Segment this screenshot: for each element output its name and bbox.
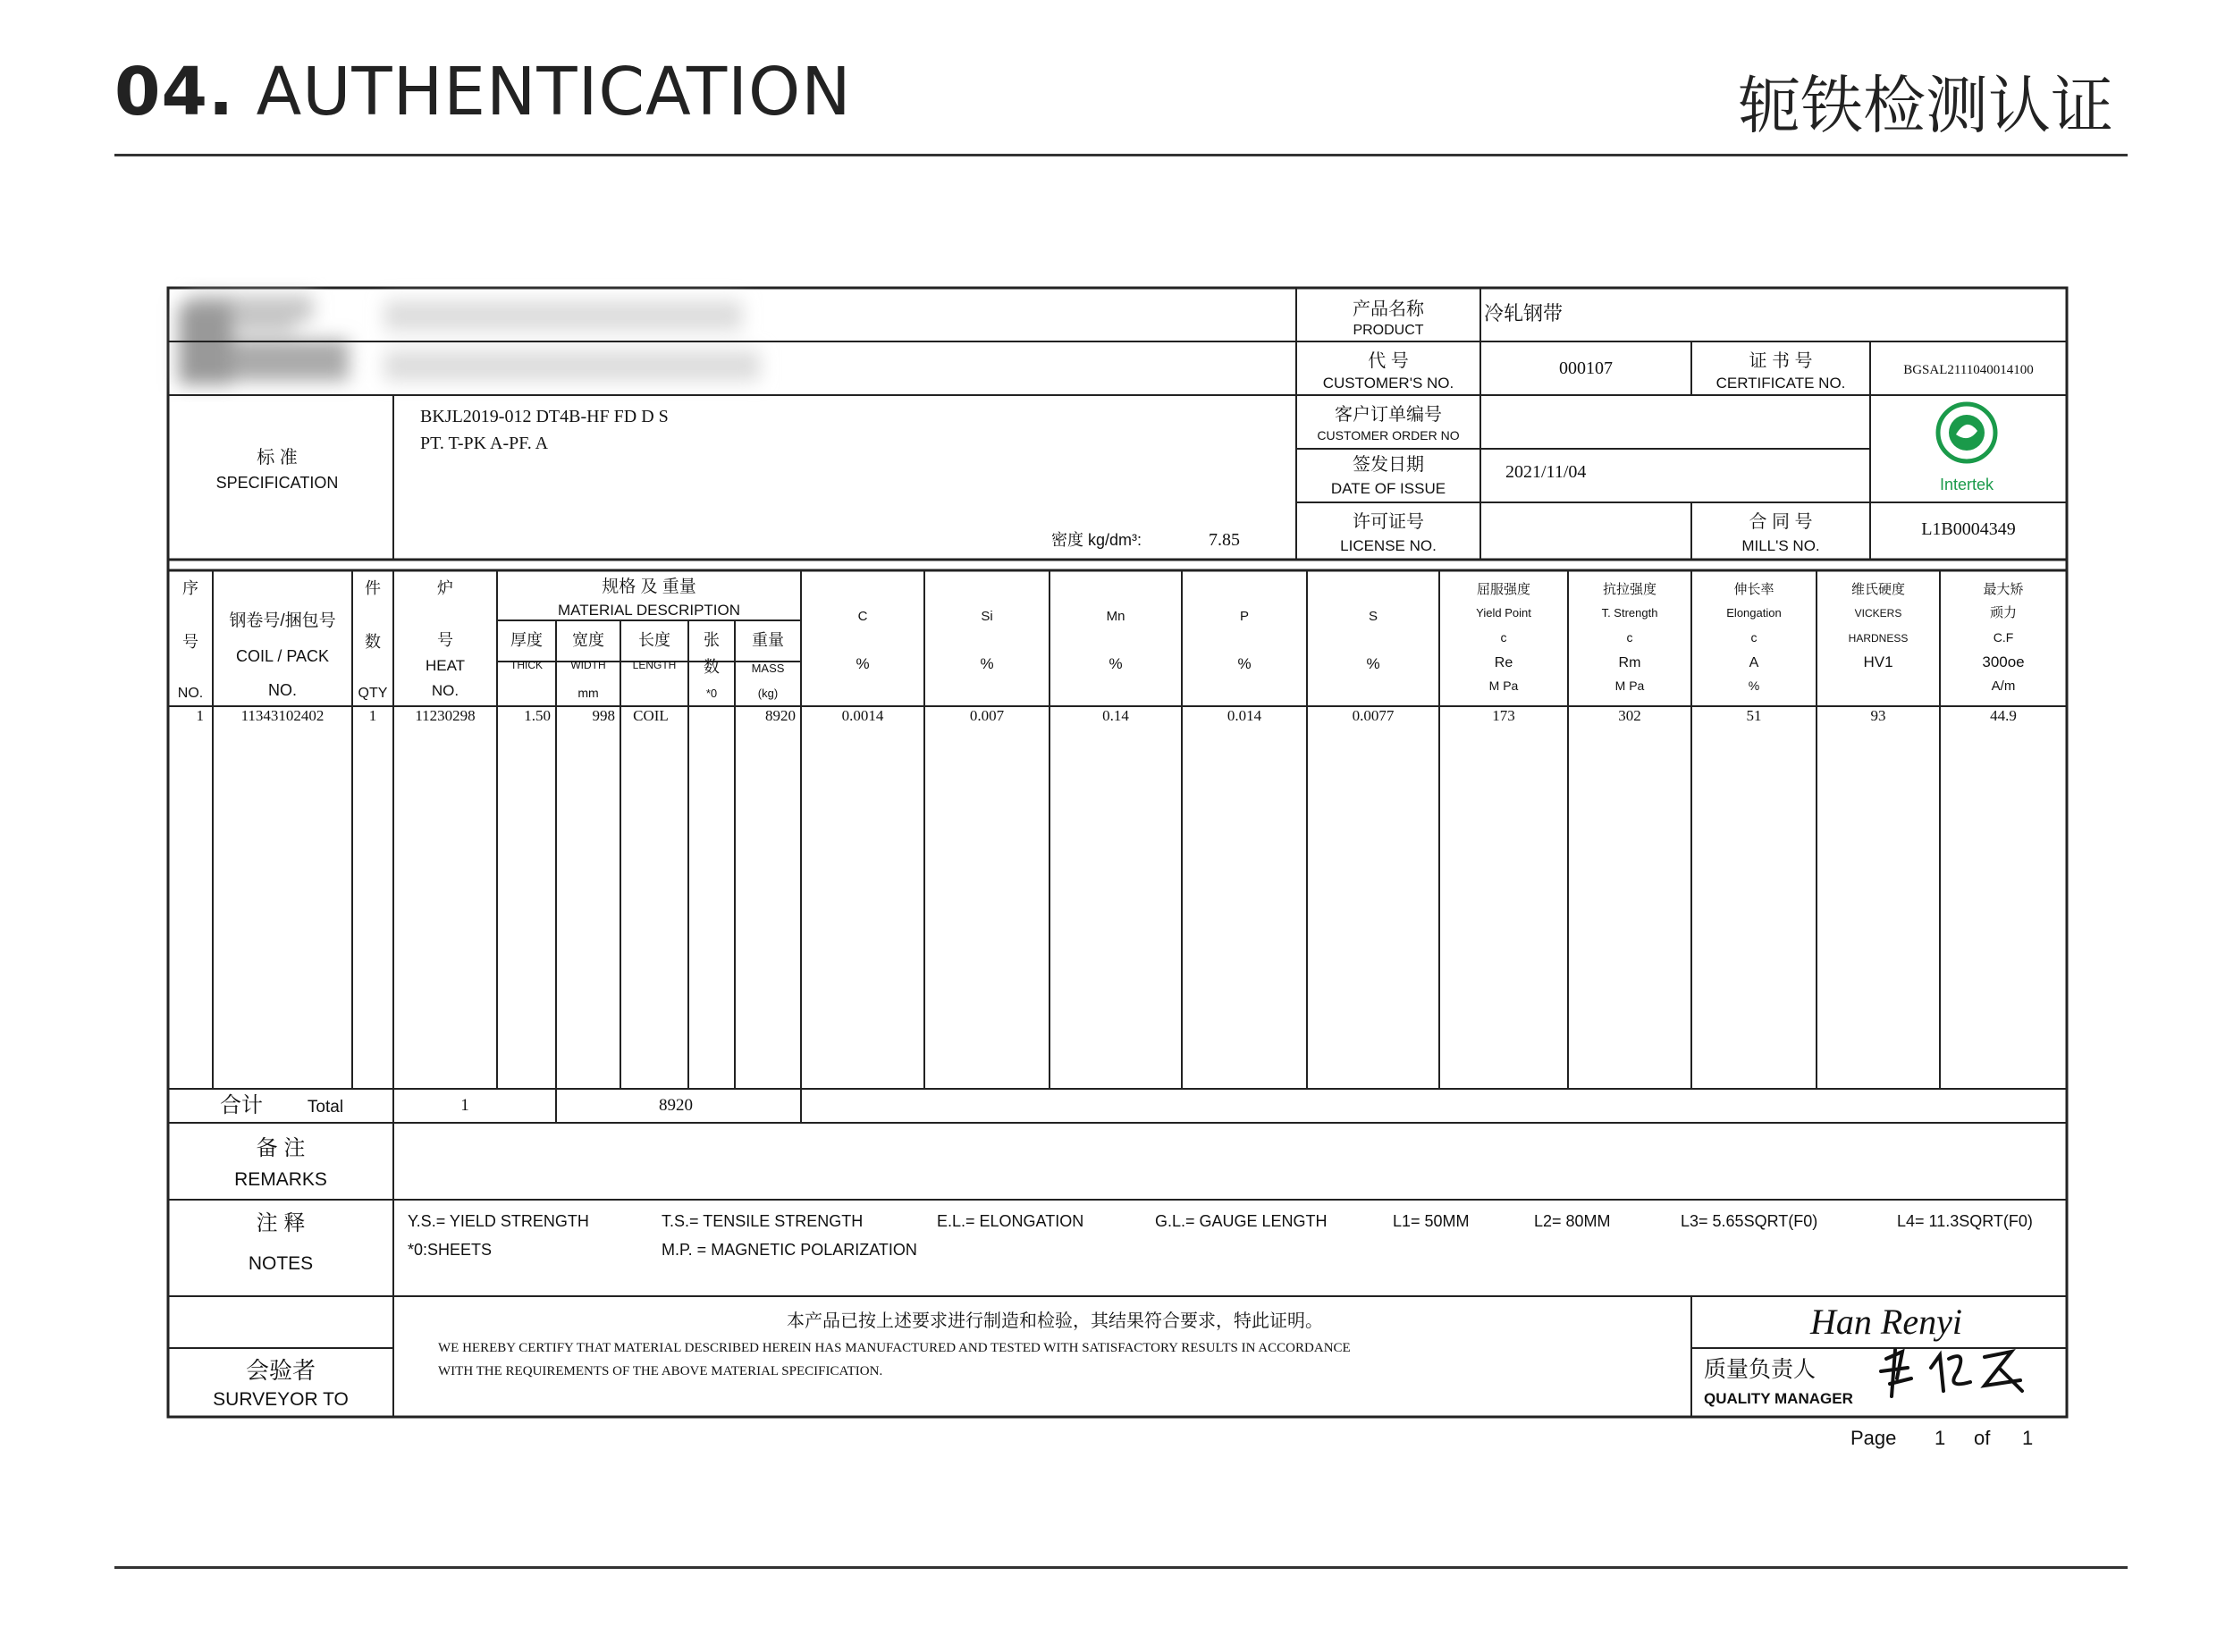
product-label-en: PRODUCT xyxy=(1353,323,1424,338)
col-tensile-en: T. Strength xyxy=(1601,606,1658,620)
col-heat-cn2: 号 xyxy=(437,631,453,649)
intertek-logo xyxy=(1938,404,1995,493)
section-number: 04. xyxy=(114,54,235,131)
total-label-cn: 合计 xyxy=(220,1093,263,1117)
density-label: 密度 kg/dm³: xyxy=(1051,531,1142,549)
note-ys: Y.S.= YIELD STRENGTH xyxy=(408,1212,589,1230)
note-l2: L2= 80MM xyxy=(1534,1212,1611,1230)
col-thick-en: THICK xyxy=(510,659,543,671)
notes-content xyxy=(408,1212,2033,1259)
col-qty-cn1: 件 xyxy=(365,579,381,597)
certify-statement-cn: 本产品已按上述要求进行制造和检验，其结果符合要求，特此证明。 xyxy=(787,1311,1323,1331)
customer-no-value: 000107 xyxy=(1559,358,1613,378)
cell-elong: 51 xyxy=(1746,707,1762,724)
col-s: S xyxy=(1368,609,1378,624)
cell-yield: 173 xyxy=(1492,707,1515,724)
quality-manager-label-en: QUALITY MANAGER xyxy=(1704,1390,1853,1407)
cell-tensile: 302 xyxy=(1618,707,1641,724)
quality-manager-signature: Han Renyi xyxy=(1810,1302,1962,1342)
cell-mass: 8920 xyxy=(765,707,796,724)
cell-c: 0.0014 xyxy=(841,707,884,724)
col-elong-unit: % xyxy=(1748,678,1760,693)
cell-si: 0.007 xyxy=(969,707,1005,724)
col-mn-unit: % xyxy=(1108,655,1123,672)
notes-label-cn: 注 释 xyxy=(256,1211,306,1235)
col-hard-cn: 维氏硬度 xyxy=(1850,582,1906,597)
col-mass-unit: (kg) xyxy=(757,687,779,700)
col-tensile-sym2: Rm xyxy=(1618,655,1641,670)
note-l3: L3= 5.65SQRT(F0) xyxy=(1681,1212,1818,1230)
spec-label-cn: 标 准 xyxy=(257,448,298,468)
col-mass-cn: 重量 xyxy=(752,631,784,649)
mill-label-cn: 合 同 号 xyxy=(1749,512,1813,532)
note-l1: L1= 50MM xyxy=(1393,1212,1470,1230)
col-elong-sym1: c xyxy=(1750,630,1758,645)
col-coer-en: C.F xyxy=(1993,630,2014,645)
note-sheets: *0:SHEETS xyxy=(408,1241,493,1259)
col-heat-en1: HEAT xyxy=(425,657,466,674)
quality-manager-label-cn: 质量负责人 xyxy=(1704,1357,1817,1382)
col-tensile-cn: 抗拉强度 xyxy=(1602,582,1657,597)
col-hard-en1: VICKERS xyxy=(1854,607,1902,620)
col-sheets-cn1: 张 xyxy=(704,631,720,649)
certificate-no-label-en: CERTIFICATE NO. xyxy=(1715,375,1846,392)
col-seq-cn1: 序 xyxy=(182,579,198,597)
cell-length: COIL xyxy=(633,707,669,724)
note-ts: T.S.= TENSILE STRENGTH xyxy=(662,1212,864,1230)
total-mass: 8920 xyxy=(659,1096,693,1115)
cell-coil: 11343102402 xyxy=(240,707,325,724)
col-coer-cn1: 最大矫 xyxy=(1983,582,2024,597)
col-material-en: MATERIAL DESCRIPTION xyxy=(557,602,741,619)
cell-coer: 44.9 xyxy=(1990,707,2017,724)
table-header xyxy=(178,577,2025,701)
cell-mn: 0.14 xyxy=(1102,707,1129,724)
chinese-title: 轭铁检测认证 xyxy=(1738,69,2113,142)
col-elong-en: Elongation xyxy=(1726,606,1782,620)
spec-line-1: BKJL2019-012 DT4B-HF FD D S xyxy=(420,407,669,426)
col-yield-sym2: Re xyxy=(1494,655,1513,670)
cell-s: 0.0077 xyxy=(1352,707,1395,724)
cell-qty: 1 xyxy=(368,707,377,724)
col-elong-sym2: A xyxy=(1749,655,1759,670)
col-coil-en1: COIL / PACK xyxy=(235,647,330,665)
col-length-cn: 长度 xyxy=(638,631,670,649)
page-current: 1 xyxy=(1935,1427,1946,1449)
col-c: C xyxy=(857,609,868,624)
col-qty-en: QTY xyxy=(358,686,388,701)
col-thick-cn: 厚度 xyxy=(510,631,543,649)
note-el: E.L.= ELONGATION xyxy=(937,1212,1084,1230)
col-coil-cn: 钢卷号/捆包号 xyxy=(229,611,336,630)
cell-seq: 1 xyxy=(196,707,204,724)
col-heat-cn1: 炉 xyxy=(437,579,453,597)
col-yield-en: Yield Point xyxy=(1476,606,1531,620)
col-mn: Mn xyxy=(1106,609,1125,624)
col-heat-en2: NO. xyxy=(431,682,459,699)
col-sheets-en: *0 xyxy=(705,687,718,700)
page-total: 1 xyxy=(2022,1427,2034,1449)
customer-no-label-en: CUSTOMER'S NO. xyxy=(1322,375,1454,392)
date-label-cn: 签发日期 xyxy=(1353,455,1424,475)
note-l4: L4= 11.3SQRT(F0) xyxy=(1897,1212,2033,1230)
product-label-cn: 产品名称 xyxy=(1353,299,1424,319)
col-coer-sym: 300oe xyxy=(1982,653,2025,670)
footer-divider xyxy=(114,1566,2128,1569)
surveyor-label-en: SURVEYOR TO xyxy=(213,1389,349,1410)
col-yield-sym1: c xyxy=(1500,630,1507,645)
col-si-unit: % xyxy=(980,655,994,672)
quality-manager-handwritten-signature xyxy=(1881,1350,2022,1396)
notes-label-en: NOTES xyxy=(248,1253,314,1274)
remarks-label-cn: 备 注 xyxy=(256,1136,306,1160)
col-qty-cn2: 数 xyxy=(365,633,381,651)
certificate-no-value: BGSAL2111040014100 xyxy=(1903,363,2034,377)
col-mm: mm xyxy=(577,686,599,700)
remarks-label-en: REMARKS xyxy=(234,1169,327,1190)
cell-hard: 93 xyxy=(1870,707,1886,724)
spec-label-en: SPECIFICATION xyxy=(215,474,339,492)
total-label-en: Total xyxy=(307,1098,344,1117)
col-hard-sym: HV1 xyxy=(1863,653,1893,670)
col-material-cn: 规格 及 重量 xyxy=(602,577,696,596)
col-si: Si xyxy=(981,609,993,624)
page-label: Page xyxy=(1850,1427,1897,1449)
license-label-en: LICENSE NO. xyxy=(1340,537,1437,554)
col-width-en: WIDTH xyxy=(570,659,606,671)
customer-order-label-cn: 客户订单编号 xyxy=(1335,405,1442,425)
license-label-cn: 许可证号 xyxy=(1353,512,1424,532)
cell-width: 998 xyxy=(592,707,615,724)
certify-statement-en-1: WE HEREBY CERTIFY THAT MATERIAL DESCRIBED HEREIN HAS MANUFACTURED AND TESTED WITH SATISFACTORY RESULTS IN ACCORDANCE xyxy=(438,1341,1351,1355)
col-mass-en: MASS xyxy=(751,662,785,675)
col-sheets-cn2: 数 xyxy=(704,658,720,676)
col-coer-unit: A/m xyxy=(1991,678,2016,694)
col-p-unit: % xyxy=(1237,655,1252,672)
cell-heat: 11230298 xyxy=(415,707,476,724)
mill-value: L1B0004349 xyxy=(1921,519,2016,539)
spec-line-2: PT. T-PK A-PF. A xyxy=(420,434,549,453)
col-yield-cn: 屈服强度 xyxy=(1476,582,1531,597)
col-yield-unit: M Pa xyxy=(1488,678,1519,693)
customer-order-label-en: CUSTOMER ORDER NO xyxy=(1317,428,1460,442)
col-s-unit: % xyxy=(1366,655,1380,672)
date-value: 2021/11/04 xyxy=(1505,462,1587,482)
certificate-no-label-cn: 证 书 号 xyxy=(1749,351,1813,371)
table-row xyxy=(197,707,2017,724)
intertek-label: Intertek xyxy=(1939,476,1994,493)
customer-no-label-cn: 代 号 xyxy=(1368,351,1409,371)
section-title: AUTHENTICATION xyxy=(256,54,852,131)
page-indicator xyxy=(1850,1427,2033,1449)
cell-p: 0.014 xyxy=(1227,707,1262,724)
col-tensile-unit: M Pa xyxy=(1614,678,1645,693)
col-c-unit: % xyxy=(856,655,870,672)
density-value: 7.85 xyxy=(1209,530,1240,550)
col-elong-cn: 伸长率 xyxy=(1733,582,1774,597)
cell-thick: 1.50 xyxy=(524,707,551,724)
col-coer-cn2: 顽力 xyxy=(1989,605,2018,620)
note-gl: G.L.= GAUGE LENGTH xyxy=(1155,1212,1328,1230)
col-length-en: LENGTH xyxy=(632,659,677,671)
col-coil-en2: NO. xyxy=(267,681,298,699)
surveyor-label-cn: 会验者 xyxy=(245,1357,316,1384)
product-value: 冷轧钢带 xyxy=(1484,302,1564,324)
mill-label-en: MILL'S NO. xyxy=(1741,537,1820,554)
total-qty: 1 xyxy=(460,1096,469,1115)
col-p: P xyxy=(1239,609,1250,624)
col-seq-en: NO. xyxy=(177,686,204,701)
page-of: of xyxy=(1974,1427,1991,1449)
date-label-en: DATE OF ISSUE xyxy=(1330,480,1446,497)
col-seq-cn2: 号 xyxy=(182,633,198,651)
col-width-cn: 宽度 xyxy=(572,631,604,649)
certify-statement-en-2: WITH THE REQUIREMENTS OF THE ABOVE MATERIAL SPECIFICATION. xyxy=(438,1364,883,1378)
col-hard-en2: HARDNESS xyxy=(1848,632,1909,645)
redacted-company-info xyxy=(179,295,760,384)
col-tensile-sym1: c xyxy=(1626,630,1633,645)
note-mp: M.P. = MAGNETIC POLARIZATION xyxy=(662,1241,917,1259)
